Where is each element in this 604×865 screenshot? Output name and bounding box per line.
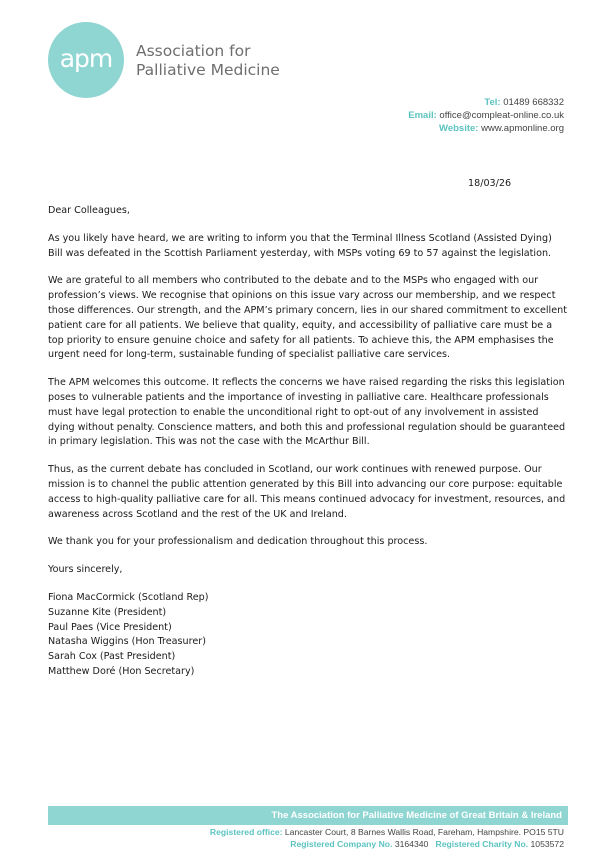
- signatory: Natasha Wiggins (Hon Treasurer): [48, 636, 206, 648]
- company-no-label: Registered Company No.: [290, 838, 393, 849]
- signatory: Fiona MacCormick (Scotland Rep): [48, 591, 209, 603]
- contact-tel: [408, 96, 564, 109]
- tel-value: 01489 668332: [503, 97, 564, 108]
- signatory: Paul Paes (Vice President): [48, 621, 172, 633]
- organisation-name-line1: Association for: [136, 42, 251, 60]
- registered-office-label: Registered office:: [209, 827, 283, 837]
- contact-website: [408, 122, 564, 135]
- company-no-value: 3164340: [394, 838, 429, 849]
- footer-banner: The Association for Palliative Medicine of Great Britain & Ireland: [48, 806, 568, 825]
- charity-no-label: Registered Charity No.: [435, 838, 529, 849]
- paragraph-1: As you likely have heard, we are writing to inform you that the Terminal Illness Scotland (Assisted Dying) Bill was defeated in the Scottish Parliament yesterday, with MSPs voting 69 to 57 against the legislation.: [48, 232, 552, 259]
- apm-logo: [48, 22, 124, 98]
- paragraph-5: We thank you for your professionalism and dedication throughout this process.: [48, 536, 428, 548]
- letter-body: [48, 204, 568, 680]
- paragraph-3: The APM welcomes this outcome. It reflects the concerns we have raised regarding the risks this legislation poses to vulnerable patients and the importance of investing in palliative care. Healthcare professionals must have legal protection to enable the unconditional right to opt-out of any involvement in assisted dying without penalty. Conscience matters, and both this and professional regulation should be guaranteed in primary legislation. This was not the case with the McArthur Bill.: [48, 377, 566, 448]
- registered-office-line: [210, 827, 564, 839]
- charity-no-value: 1053572: [530, 838, 564, 849]
- registered-office-value: Lancaster Court, 8 Barnes Wallis Road, Fareham, Hampshire. PO15 5TU: [284, 827, 564, 837]
- website-label: Website:: [439, 123, 479, 134]
- contact-details: [408, 96, 564, 135]
- paragraph-2: We are grateful to all members who contributed to the debate and to the MSPs who engaged with our profession’s views. We recognise that opinions on this issue vary across our membership, and we respect those differences. Our strength, and the APM’s primary concern, lies in our shared commitment to excellent patient care for all patients. We believe that quality, equity, and accessibility of palliative care must be a top priority to ensure genuine choice and safety for all patients. To achieve this, the APM emphasises the urgent need for long-term, sustainable funding of specialist palliative care services.: [48, 275, 567, 361]
- salutation: Dear Colleagues,: [48, 205, 130, 216]
- registration-numbers-line: [210, 839, 564, 851]
- organisation-name: [136, 42, 280, 80]
- signatory: Sarah Cox (Past President): [48, 651, 176, 663]
- signatory: Matthew Doré (Hon Secretary): [48, 665, 195, 677]
- email-label: Email:: [408, 110, 437, 121]
- signatories-list: [48, 591, 568, 680]
- logo-text: apm: [59, 43, 113, 73]
- tel-label: Tel:: [484, 97, 501, 108]
- paragraph-4: Thus, as the current debate has concluded in Scotland, our work continues with renewed purpose. Our mission is to channel the public attention generated by this Bill into advancing our core purpose: equitable access to high-quality palliative care for all. This means continued advocacy for investment, resources, and awareness across Scotland and the rest of the UK and Ireland.: [48, 464, 566, 520]
- footer-registration: [210, 827, 564, 850]
- contact-email: [408, 109, 564, 122]
- signatory: Suzanne Kite (President): [48, 606, 167, 618]
- letter-date: 18/03/26: [468, 178, 512, 189]
- website-link[interactable]: www.apmonline.org: [481, 123, 564, 134]
- email-link[interactable]: office@compleat-online.co.uk: [439, 110, 564, 121]
- closing: Yours sincerely,: [48, 564, 123, 576]
- organisation-name-line2: Palliative Medicine: [136, 61, 280, 79]
